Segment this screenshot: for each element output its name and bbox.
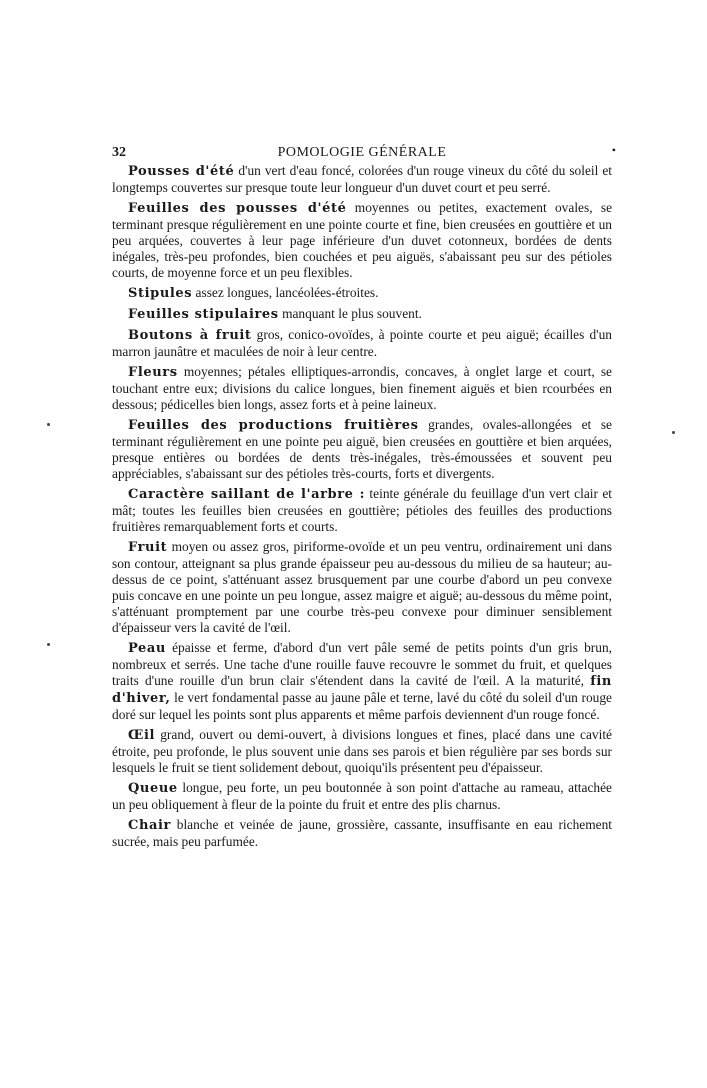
entry-text: grand, ouvert ou demi-ouvert, à divisions longues et fines, placé dans une cavité étroite, peu profonde, le plus souvent unie dans ses parois et bien régulière par ses bords sur lesquels le fruit se tient solidement debout, quoiqu'ils présentent peu d'épaisseur. (112, 727, 612, 775)
page-body (112, 163, 612, 854)
entry-heading: Boutons à fruit (128, 328, 252, 343)
entry-text: manquant le plus souvent. (278, 306, 422, 321)
entry-text: assez longues, lancéolées-étroites. (192, 285, 379, 300)
margin-mark: • (611, 143, 616, 157)
paragraph-pousses (112, 163, 612, 196)
entry-text: grandes, ovales-allongées et se terminant régulièrement en une pointe peu aiguë, bien creusées en gouttière et bien arquées, presque entières ou bordées de dents très-inégales, très-émoussées et souvent peu appréciables, s'abaissant sur des pétioles très-courts, forts et divergents. (112, 417, 612, 481)
page-number: 32 (112, 145, 126, 160)
entry-heading: Feuilles stipulaires (128, 307, 279, 322)
paragraph-fleurs (112, 364, 612, 413)
paragraph-queue (112, 780, 612, 813)
paragraph-peau (112, 640, 612, 723)
entry-heading: Œil (128, 728, 156, 743)
paragraph-feuilles-stipulaires (112, 306, 612, 323)
scan-speck (47, 423, 50, 426)
entry-heading: Stipules (128, 286, 193, 301)
entry-heading: Fruit (128, 540, 168, 555)
scan-speck (672, 431, 675, 434)
paragraph-feuilles-pousses (112, 200, 612, 281)
entry-text: teinte générale du feuillage d'un vert clair et mât; toutes les feuilles bien creusées en gouttière; pétioles des feuilles des productions fruitières remarquablement forts et courts. (112, 486, 612, 534)
entry-heading: Fleurs (128, 365, 178, 380)
paragraph-chair (112, 817, 612, 850)
entry-text: épaisse et ferme, d'abord d'un vert pâle semé de petits points d'un gris brun, nombreux et serrés. Une tache d'une rouille fauve recouvre le sommet du fruit, et quelques traits d'une rouille d'un brun clair s'étendent dans la cavité de l'œil. A la maturité, (112, 640, 612, 688)
entry-text: d'un vert d'eau foncé, colorées d'un rouge vineux du côté du soleil et longtemps couvertes sur presque toute leur longueur d'un duvet court et peu serré. (112, 163, 612, 195)
entry-heading: Pousses d'été (128, 164, 235, 179)
paragraph-oeil (112, 727, 612, 776)
entry-text: blanche et veinée de jaune, grossière, cassante, insuffisante en eau richement sucrée, mais peu parfumée. (112, 817, 612, 849)
entry-text: moyen ou assez gros, piriforme-ovoïde et un peu ventru, ordinairement uni dans son contour, atteignant sa plus grande épaisseur peu au-dessous du milieu de sa hauteur; au-dessus de ce point, s'atténuant assez brusquement par une courbe d'abord un peu convexe puis concave en une pointe un peu longue, assez maigre et aiguë; au-dessous du même point, s'atténuant promptement par une courbe très-peu convexe pour diminuer sensiblement d'épaisseur vers la cavité de l'œil. (112, 539, 612, 635)
entry-heading: Caractère saillant de l'arbre : (128, 487, 366, 502)
paragraph-feuilles-productions (112, 417, 612, 482)
entry-heading: Peau (128, 641, 166, 656)
entry-heading: Chair (128, 818, 172, 833)
entry-text: moyennes; pétales elliptiques-arrondis, concaves, à onglet large et court, se touchant entre eux; divisions du calice longues, bien finement aiguës et bien rcourbées en dessous; pédicelles bien longs, assez forts et à peine laineux. (112, 364, 612, 412)
entry-heading: Queue (128, 781, 178, 796)
paragraph-stipules (112, 285, 612, 302)
paragraph-fruit (112, 539, 612, 636)
entry-text: longue, peu forte, un peu boutonnée à son point d'attache au rameau, attachée un peu obliquement à fleur de la pointe du fruit et entre des plis charnus. (112, 780, 612, 812)
paragraph-caractere (112, 486, 612, 535)
page-header (112, 143, 616, 163)
entry-text: gros, conico-ovoïdes, à pointe courte et peu aiguë; écailles d'un marron jaunâtre et maculées de noir à leur centre. (112, 327, 612, 359)
entry-heading: Feuilles des pousses d'été (128, 201, 347, 216)
entry-heading: Feuilles des productions fruitières (128, 418, 419, 433)
entry-text: le vert fondamental passe au jaune pâle et terne, lavé du côté du soleil d'un rouge doré sur lequel les points sont plus apparents et même parfois deviennent d'un rouge foncé. (112, 690, 612, 722)
scan-speck (47, 643, 50, 646)
paragraph-boutons (112, 327, 612, 360)
entry-text: moyennes ou petites, exactement ovales, se terminant presque régulièrement en une pointe courte et fine, bien creusées en gouttière et un peu arquées, couvertes à leur page inférieure d'un duvet cotonneux, bordées de dents inégales, très-peu profondes, bien couchées et peu aiguës, s'abaissant peu sur des pétioles courts, de moyenne force et un peu flexibles. (112, 200, 613, 280)
running-title: POMOLOGIE GÉNÉRALE (277, 145, 447, 160)
maturity-heading: fin d'hiver, (112, 674, 612, 706)
